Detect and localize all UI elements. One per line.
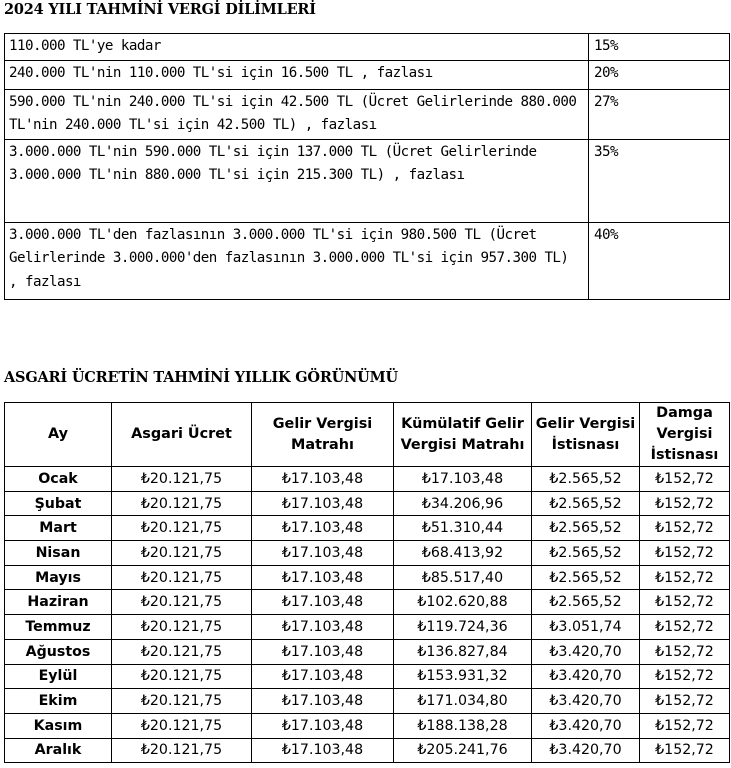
minimum-wage-cell: ₺20.121,75 xyxy=(112,590,252,615)
bracket-description: 110.000 TL'ye kadar xyxy=(5,34,589,61)
cumulative-tax-base-cell: ₺85.517,40 xyxy=(394,565,532,590)
month-cell: Aralık xyxy=(5,738,112,763)
cumulative-tax-base-cell: ₺34.206,96 xyxy=(394,491,532,516)
table-row xyxy=(5,713,730,738)
stamp-tax-exemption-cell: ₺152,72 xyxy=(640,713,730,738)
table-row xyxy=(5,89,730,139)
table-row xyxy=(5,222,730,299)
tax-base-cell: ₺17.103,48 xyxy=(252,689,394,714)
income-tax-exemption-cell: ₺2.565,52 xyxy=(532,516,640,541)
stamp-tax-exemption-cell: ₺152,72 xyxy=(640,590,730,615)
tax-brackets-table xyxy=(4,33,730,300)
income-tax-exemption-cell: ₺3.420,70 xyxy=(532,664,640,689)
tax-base-cell: ₺17.103,48 xyxy=(252,565,394,590)
tax-base-cell: ₺17.103,48 xyxy=(252,467,394,492)
month-cell: Mayıs xyxy=(5,565,112,590)
income-tax-exemption-cell: ₺2.565,52 xyxy=(532,541,640,566)
stamp-tax-exemption-cell: ₺152,72 xyxy=(640,491,730,516)
tax-base-cell: ₺17.103,48 xyxy=(252,516,394,541)
table-row xyxy=(5,139,730,222)
minimum-wage-cell: ₺20.121,75 xyxy=(112,467,252,492)
table-row xyxy=(5,565,730,590)
column-header-stamp-tax-exemption: Damga Vergisi İstisnası xyxy=(640,403,730,467)
cumulative-tax-base-cell: ₺188.138,28 xyxy=(394,713,532,738)
income-tax-exemption-cell: ₺3.420,70 xyxy=(532,713,640,738)
table-row xyxy=(5,34,730,61)
month-cell: Şubat xyxy=(5,491,112,516)
tax-base-cell: ₺17.103,48 xyxy=(252,615,394,640)
table-row xyxy=(5,689,730,714)
column-header-month: Ay xyxy=(5,403,112,467)
cumulative-tax-base-cell: ₺119.724,36 xyxy=(394,615,532,640)
cumulative-tax-base-cell: ₺51.310,44 xyxy=(394,516,532,541)
bracket-rate: 40% xyxy=(589,222,730,299)
minimum-wage-cell: ₺20.121,75 xyxy=(112,516,252,541)
bracket-description: 590.000 TL'nin 240.000 TL'si için 42.500 TL (Ücret Gelirlerinde 880.000 TL'nin 240.000 TL'si için 42.500 TL) , fazlası xyxy=(5,89,589,139)
month-cell: Ekim xyxy=(5,689,112,714)
table-row xyxy=(5,491,730,516)
bracket-description: 3.000.000 TL'den fazlasının 3.000.000 TL'si için 980.500 TL (Ücret Gelirlerinde 3.000.000'den fazlasının 3.000.000 TL'si için 957.300 TL) , fazlası xyxy=(5,222,589,299)
column-header-income-tax-exemption: Gelir Vergisi İstisnası xyxy=(532,403,640,467)
minimum-wage-cell: ₺20.121,75 xyxy=(112,615,252,640)
minimum-wage-cell: ₺20.121,75 xyxy=(112,565,252,590)
table-row xyxy=(5,738,730,763)
income-tax-exemption-cell: ₺3.051,74 xyxy=(532,615,640,640)
income-tax-exemption-cell: ₺2.565,52 xyxy=(532,565,640,590)
minimum-wage-cell: ₺20.121,75 xyxy=(112,738,252,763)
column-header-tax-base: Gelir Vergisi Matrahı xyxy=(252,403,394,467)
stamp-tax-exemption-cell: ₺152,72 xyxy=(640,467,730,492)
table-row xyxy=(5,590,730,615)
table-row xyxy=(5,541,730,566)
tax-brackets-title: 2024 YILI TAHMİNİ VERGİ DİLİMLERİ xyxy=(4,1,316,18)
cumulative-tax-base-cell: ₺171.034,80 xyxy=(394,689,532,714)
minimum-wage-cell: ₺20.121,75 xyxy=(112,491,252,516)
tax-base-cell: ₺17.103,48 xyxy=(252,639,394,664)
table-header-row xyxy=(5,403,730,467)
table-row xyxy=(5,60,730,89)
month-cell: Temmuz xyxy=(5,615,112,640)
tax-base-cell: ₺17.103,48 xyxy=(252,713,394,738)
bracket-rate: 27% xyxy=(589,89,730,139)
table-row xyxy=(5,639,730,664)
column-header-minimum-wage: Asgari Ücret xyxy=(112,403,252,467)
bracket-description: 3.000.000 TL'nin 590.000 TL'si için 137.000 TL (Ücret Gelirlerinde 3.000.000 TL'nin 880.000 TL'si için 215.300 TL) , fazlası xyxy=(5,139,589,222)
bracket-rate: 20% xyxy=(589,60,730,89)
cumulative-tax-base-cell: ₺136.827,84 xyxy=(394,639,532,664)
tax-base-cell: ₺17.103,48 xyxy=(252,491,394,516)
minimum-wage-cell: ₺20.121,75 xyxy=(112,541,252,566)
income-tax-exemption-cell: ₺2.565,52 xyxy=(532,590,640,615)
bracket-rate: 15% xyxy=(589,34,730,61)
minimum-wage-cell: ₺20.121,75 xyxy=(112,713,252,738)
tax-base-cell: ₺17.103,48 xyxy=(252,738,394,763)
table-row xyxy=(5,467,730,492)
tax-base-cell: ₺17.103,48 xyxy=(252,590,394,615)
stamp-tax-exemption-cell: ₺152,72 xyxy=(640,565,730,590)
minimum-wage-cell: ₺20.121,75 xyxy=(112,639,252,664)
stamp-tax-exemption-cell: ₺152,72 xyxy=(640,615,730,640)
income-tax-exemption-cell: ₺2.565,52 xyxy=(532,467,640,492)
income-tax-exemption-cell: ₺3.420,70 xyxy=(532,689,640,714)
income-tax-exemption-cell: ₺3.420,70 xyxy=(532,738,640,763)
month-cell: Mart xyxy=(5,516,112,541)
table-row xyxy=(5,664,730,689)
month-cell: Eylül xyxy=(5,664,112,689)
month-cell: Nisan xyxy=(5,541,112,566)
stamp-tax-exemption-cell: ₺152,72 xyxy=(640,738,730,763)
cumulative-tax-base-cell: ₺205.241,76 xyxy=(394,738,532,763)
column-header-cumulative-tax-base: Kümülatif Gelir Vergisi Matrahı xyxy=(394,403,532,467)
stamp-tax-exemption-cell: ₺152,72 xyxy=(640,516,730,541)
table-row xyxy=(5,615,730,640)
stamp-tax-exemption-cell: ₺152,72 xyxy=(640,664,730,689)
tax-base-cell: ₺17.103,48 xyxy=(252,664,394,689)
table-row xyxy=(5,516,730,541)
cumulative-tax-base-cell: ₺17.103,48 xyxy=(394,467,532,492)
stamp-tax-exemption-cell: ₺152,72 xyxy=(640,541,730,566)
cumulative-tax-base-cell: ₺102.620,88 xyxy=(394,590,532,615)
month-cell: Haziran xyxy=(5,590,112,615)
stamp-tax-exemption-cell: ₺152,72 xyxy=(640,689,730,714)
bracket-rate: 35% xyxy=(589,139,730,222)
minimum-wage-cell: ₺20.121,75 xyxy=(112,689,252,714)
tax-base-cell: ₺17.103,48 xyxy=(252,541,394,566)
month-cell: Ocak xyxy=(5,467,112,492)
bracket-description: 240.000 TL'nin 110.000 TL'si için 16.500 TL , fazlası xyxy=(5,60,589,89)
income-tax-exemption-cell: ₺2.565,52 xyxy=(532,491,640,516)
month-cell: Kasım xyxy=(5,713,112,738)
stamp-tax-exemption-cell: ₺152,72 xyxy=(640,639,730,664)
minimum-wage-table xyxy=(4,402,730,763)
cumulative-tax-base-cell: ₺68.413,92 xyxy=(394,541,532,566)
minimum-wage-cell: ₺20.121,75 xyxy=(112,664,252,689)
minimum-wage-title: ASGARİ ÜCRETİN TAHMİNİ YILLIK GÖRÜNÜMÜ xyxy=(4,369,398,386)
cumulative-tax-base-cell: ₺153.931,32 xyxy=(394,664,532,689)
month-cell: Ağustos xyxy=(5,639,112,664)
income-tax-exemption-cell: ₺3.420,70 xyxy=(532,639,640,664)
